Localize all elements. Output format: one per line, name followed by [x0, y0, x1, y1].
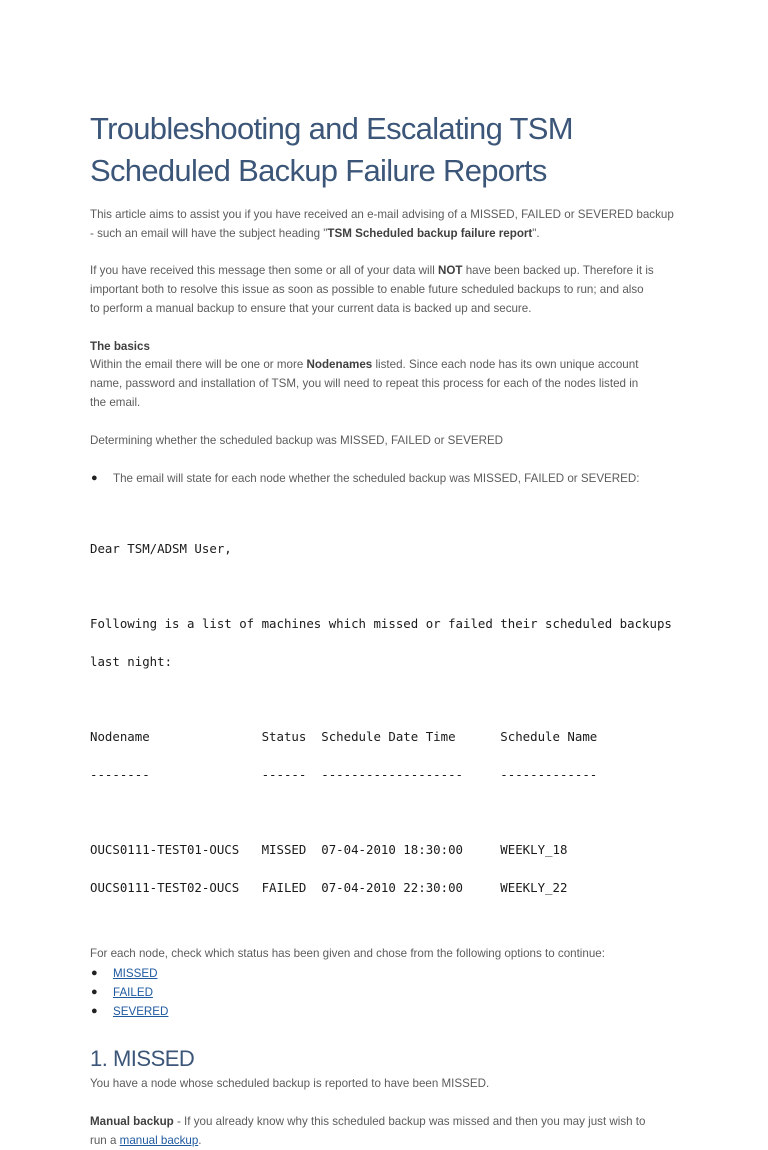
email-intro-2: last night:: [90, 654, 173, 670]
basics-text-1: Within the email there will be one or more: [90, 358, 307, 372]
title-line-2: Scheduled Backup Failure Reports: [90, 153, 547, 188]
title-line-1: Troubleshooting and Escalating TSM: [90, 111, 573, 146]
paragraph-gap: [90, 244, 690, 263]
spacer: [90, 1021, 690, 1045]
manual-line-2: [90, 1132, 690, 1150]
bullet-icon: ●: [91, 472, 98, 485]
page-title: [90, 108, 690, 192]
email-sample: [90, 518, 690, 919]
manual-line-1: [90, 1113, 690, 1132]
warning-line-3: to perform a manual backup to ensure that your current data is backed up and secure.: [90, 301, 532, 315]
basics-heading: The basics: [90, 339, 150, 353]
warning-paragraph: [90, 262, 690, 318]
nodenames-emphasis: Nodenames: [306, 358, 373, 372]
option-failed-item: [90, 983, 690, 1002]
email-table-header: Nodename Status Schedule Date Time Schedule Name: [90, 729, 598, 745]
determining-text: Determining whether the scheduled backup was MISSED, FAILED or SEVERED: [90, 433, 504, 447]
email-intro-1: Following is a list of machines which missed or failed their scheduled backups: [90, 616, 672, 632]
manual-text-2: run a: [90, 1133, 120, 1147]
state-bullet-text: The email will state for each node whether the scheduled backup was MISSED, FAILED or SEVERED:: [113, 472, 640, 486]
basics-line-3: the email.: [90, 395, 141, 409]
basics-line-2: name, password and installation of TSM, you will need to repeat this process for each of the nodes listed in: [90, 377, 639, 391]
severed-link[interactable]: SEVERED: [113, 1005, 169, 1019]
bullet-icon: ●: [91, 967, 98, 980]
intro-paragraph: [90, 206, 690, 244]
warning-text-1: If you have received this message then some or all of your data will: [90, 264, 438, 278]
email-greeting: Dear TSM/ADSM User,: [90, 541, 232, 557]
basics-section: [90, 338, 690, 413]
paragraph-gap: [90, 450, 690, 469]
warning-line-1: [90, 262, 690, 281]
code-gap: [90, 581, 690, 593]
code-gap: [90, 694, 690, 706]
email-table-row-1: OUCS0111-TEST01-OUCS MISSED 07-04-2010 18:30:00 WEEKLY_18: [90, 841, 568, 857]
intro-text-3: ".: [532, 226, 540, 240]
intro-line-2: [90, 225, 690, 244]
manual-backup-label: Manual backup: [90, 1114, 174, 1128]
code-gap: [90, 807, 690, 819]
option-severed-item: [90, 1002, 690, 1021]
list-item: [90, 469, 690, 488]
section-heading-missed: 1. MISSED: [90, 1046, 195, 1072]
email-table-underline: -------- ------ ------------------- -------------: [90, 766, 598, 782]
intro-line-1: This article aims to assist you if you have received an e-mail advising of a MISSED, FAILED or SEVERED backup: [90, 208, 674, 221]
basics-text-2: listed. Since each node has its own unique account: [372, 358, 639, 372]
missed-link[interactable]: MISSED: [113, 967, 158, 981]
manual-backup-paragraph: [90, 1113, 690, 1150]
bullet-icon: ●: [91, 986, 98, 999]
basics-line-1: [90, 356, 690, 375]
document-page: [90, 108, 690, 1150]
paragraph-gap: [90, 1094, 690, 1113]
manual-text-end: .: [198, 1133, 202, 1147]
failed-link[interactable]: FAILED: [113, 986, 153, 1000]
not-emphasis: NOT: [438, 264, 463, 278]
warning-text-2: have been backed up. Therefore it is: [462, 264, 654, 278]
options-intro: For each node, check which status has been given and chose from the following options to continue:: [90, 947, 605, 961]
warning-line-2: important both to resolve this issue as soon as possible to enable future scheduled backups to run; and also: [90, 283, 644, 297]
email-table-row-2: OUCS0111-TEST02-OUCS FAILED 07-04-2010 22:30:00 WEEKLY_22: [90, 879, 568, 895]
manual-text-1: - If you already know why this scheduled backup was missed and then you may just wish to: [173, 1114, 646, 1128]
manual-backup-link[interactable]: manual backup: [119, 1133, 199, 1147]
option-missed-item: [90, 964, 690, 983]
paragraph-gap: [90, 319, 690, 338]
subject-heading: TSM Scheduled backup failure report: [327, 226, 533, 240]
paragraph-gap: [90, 413, 690, 432]
spacer: [90, 919, 690, 945]
missed-description: You have a node whose scheduled backup is reported to have been MISSED.: [90, 1077, 490, 1091]
intro-text-2: - such an email will have the subject heading ": [90, 226, 328, 240]
bullet-icon: ●: [91, 1005, 98, 1018]
